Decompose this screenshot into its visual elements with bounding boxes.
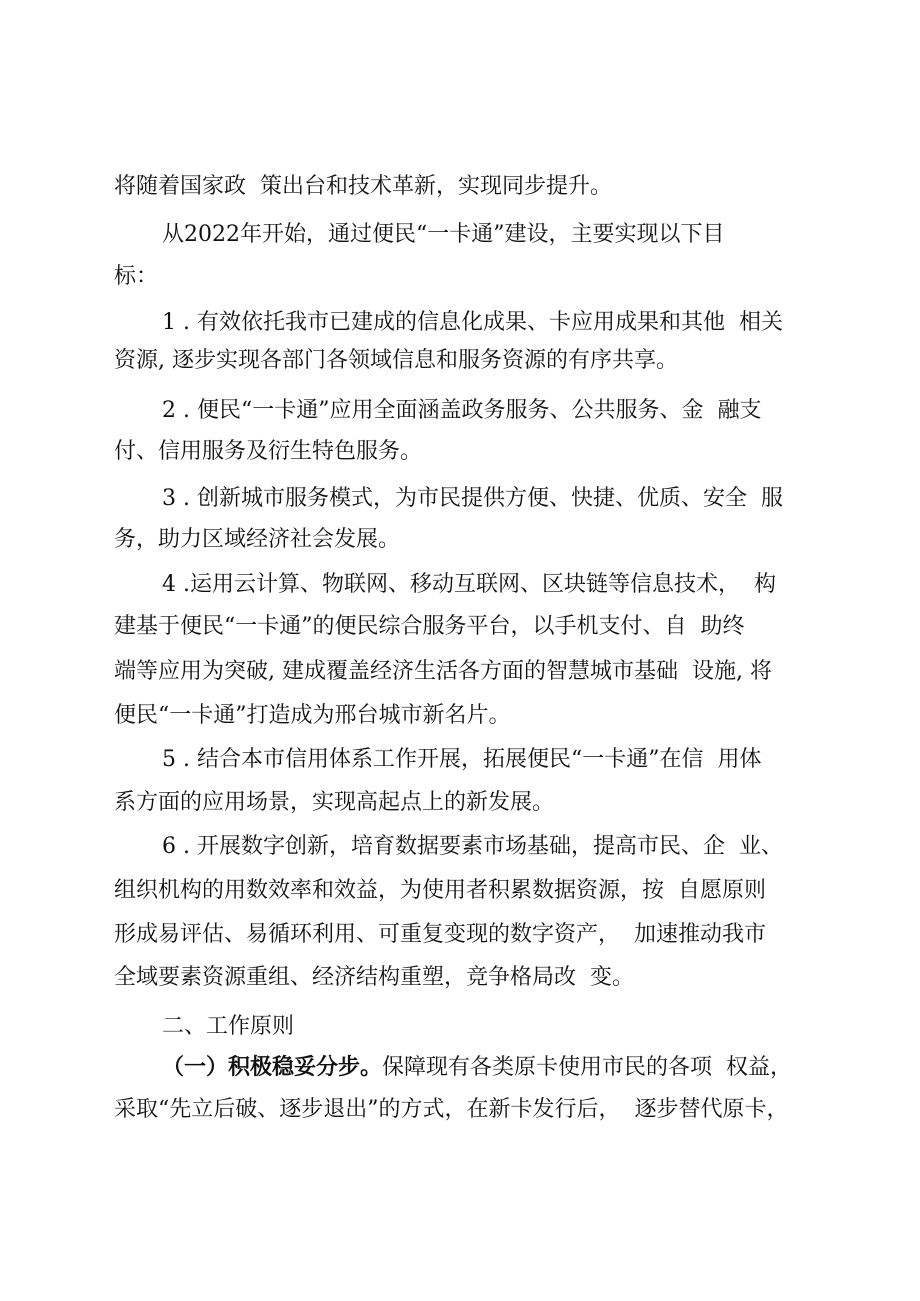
list-item-4-line: 端等应用为突破, 建成覆盖经济生活各方面的智慧城市基础 设施, 将 (114, 659, 772, 684)
paragraph-line: 标： (114, 264, 159, 289)
list-item-4-line: 4 .运用云计算、物联网、移动互联网、区块链等信息技术， 构 (162, 572, 776, 597)
list-item-6-line: 6 . 开展数字创新，培育数据要素市场基础，提高市民、企 业、 (162, 834, 783, 859)
list-item-2-line: 2 . 便民“一卡通”应用全面涵盖政务服务、公共服务、金 融支 (162, 398, 762, 423)
principle-line (162, 1052, 792, 1083)
paragraph-line: 将随着国家政 策出台和技术革新，实现同步提升。 (114, 174, 612, 199)
section-heading: 二、工作原则 (162, 1014, 295, 1039)
list-item-1-line: 1 . 有效依托我市已建成的信息化成果、卡应用成果和其他 相关 (162, 310, 783, 335)
list-item-5-line: 系方面的应用场景，实现高起点上的新发展。 (114, 790, 555, 815)
list-item-6-line: 形成易评估、易循环利用、可重复变现的数字资产， 加速推动我市 (114, 922, 766, 947)
list-item-2-line: 付、信用服务及衍生特色服务。 (114, 439, 423, 464)
list-item-4-line: 建基于便民“一卡通”的便民综合服务平台，以手机支付、自 助终 (114, 614, 745, 639)
list-item-3-line: 务，助力区域经济社会发展。 (114, 527, 401, 552)
list-item-1-line: 资源, 逐步实现各部门各领域信息和服务资源的有序共享。 (114, 348, 678, 373)
principle-text: 保障现有各类原卡使用市民的各项 权益， (382, 1055, 793, 1080)
principle-line: 采取“先立后破、逐步退出”的方式，在新卡发行后， 逐步替代原卡， (114, 1097, 789, 1122)
list-item-6-line: 全域要素资源重组、经济结构重塑，竞争格局改 变。 (114, 965, 634, 990)
list-item-4-line: 便民“一卡通”打造成为邢台城市新名片。 (114, 703, 511, 728)
paragraph-line: 从2022年开始，通过便民“一卡通”建设，主要实现以下目 (162, 222, 725, 247)
principle-title: （一）积极稳妥分步。 (162, 1054, 383, 1080)
list-item-3-line: 3 . 创新城市服务模式，为市民提供方便、快捷、优质、安全 服 (162, 486, 783, 511)
list-item-5-line: 5 . 结合本市信用体系工作开展，拓展便民“一卡通”在信 用体 (162, 747, 762, 772)
list-item-6-line: 组织机构的用数效率和效益，为使用者积累数据资源，按 自愿原则 (114, 878, 766, 903)
